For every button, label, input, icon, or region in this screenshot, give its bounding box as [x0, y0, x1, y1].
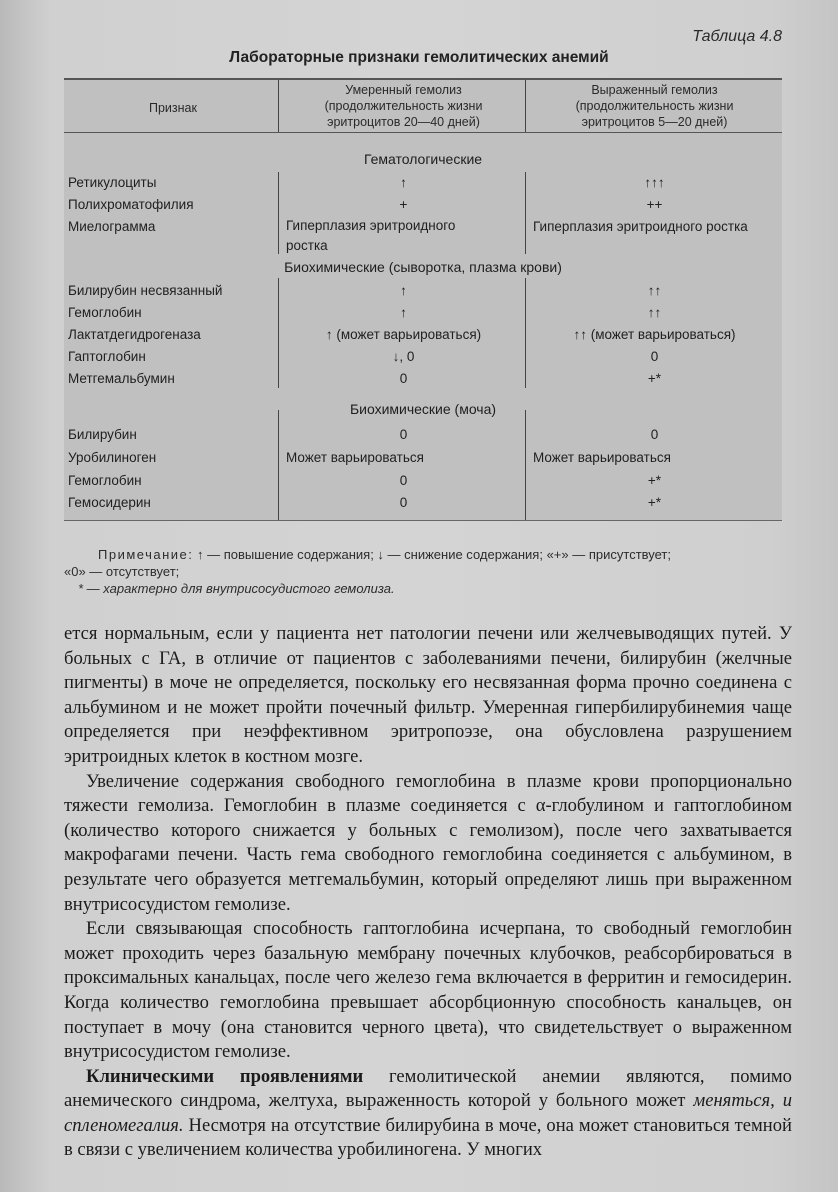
header-moderate [280, 82, 527, 130]
note-label: Примечание: [98, 547, 194, 562]
header-line: Умеренный гемолиз [345, 83, 462, 97]
row-sign: Метгемальбумин [68, 371, 175, 386]
row-moderate: ↓, 0 [392, 349, 415, 364]
note-text: ↑ — повышение содержания; ↓ — снижение содержания; «+» — присутствует; [196, 547, 671, 562]
row-severe: +* [647, 473, 662, 488]
row-severe: ↑↑ [647, 283, 662, 298]
paragraph: ется нормальным, если у пациента нет патологии печени или желчевыводящих путей. У больных с ГА, в отличие от пациентов с заболеваниями печени, билирубин (желчные пигменты) в моче не определяется, поскольку его несвязанная форма прочно соединена с альбумином и не может пройти почечный фильтр. Умеренная гипербилирубинемия чаще определяется при неэффективном эритропоэзе, она обусловлена разрушением эритроидных клеток в костном мозге. [64, 623, 792, 767]
row-sign: Лактатдегидрогеназа [68, 327, 201, 342]
row-moderate: 0 [399, 473, 408, 488]
row-moderate: 0 [399, 427, 408, 442]
section-hematology: Гематологические [363, 151, 483, 167]
row-sign: Полихроматофилия [68, 197, 194, 212]
note-line: * — характерно для внутрисосудистого гемолиза. [78, 581, 395, 596]
note-line: «0» — отсутствует; [64, 564, 180, 579]
row-moderate: ↑ [400, 175, 407, 190]
row-severe: Может варьироваться [533, 450, 671, 465]
header-line: Выраженный гемолиз [591, 83, 718, 97]
row-severe: ↑↑ (может варьироваться) [573, 327, 736, 342]
row-severe: ↑↑↑ [644, 175, 665, 190]
row-moderate: Может варьироваться [286, 450, 424, 465]
row-moderate: 0 [399, 371, 408, 386]
italic-run: меняться, и спленомегалия. [64, 1090, 792, 1136]
table-title: Лабораторные признаки гемолитических анемий [229, 49, 609, 66]
col-divider [278, 172, 279, 254]
row-sign: Гемосидерин [68, 495, 151, 510]
section-biochem-serum: Биохимические (сыворотка, плазма крови) [284, 259, 562, 275]
header-divider [64, 132, 782, 133]
text-run: гемолитической анемии являются, помимо анемического синдрома, желтуха, выраженность которой у больного может [64, 1065, 792, 1112]
header-line: эритроцитов 5—20 дней) [581, 115, 728, 129]
row-severe: ++ [646, 197, 663, 212]
row-sign: Билирубин [68, 427, 137, 442]
row-sign: Гаптоглобин [68, 349, 146, 364]
row-severe: ↑↑ [647, 305, 662, 320]
col-divider [278, 278, 279, 388]
paragraph: Увеличение содержания свободного гемоглобина в плазме крови пропорционально тяжести гемолиза. Гемоглобин в плазме соединяется с α-глобулином и гаптоглобином (количество которого снижается у больных с гемолизом), после чего захватывается макрофагами печени. Часть гема свободного гемоглобина соединяется с альбумином, в результате чего образуется метгемальбумин, который определяют лишь при выраженном внутрисосудистом гемолизе. [64, 770, 792, 915]
table-notes [64, 546, 794, 597]
row-moderate: ↑ [400, 305, 407, 320]
row-sign: Ретикулоциты [68, 175, 157, 190]
col-divider [525, 80, 526, 132]
row-severe: Гиперплазия эритроидного ростка [533, 219, 748, 234]
section-biochem-urine: Биохимические (моча) [349, 401, 497, 417]
row-moderate: ↑ [400, 283, 407, 298]
text-run: Несмотря на отсутствие билирубина в моче, она может становиться темной в связи с увеличением количества уробилиногена. У многих [64, 1114, 792, 1161]
note-line [64, 546, 794, 563]
header-line: эритроцитов 20—40 дней) [327, 115, 480, 129]
header-severe [527, 82, 782, 130]
col-divider [278, 410, 279, 520]
body-text [64, 622, 792, 1163]
row-sign: Гемоглобин [68, 305, 142, 320]
row-sign: Уробилиноген [68, 450, 157, 465]
col-divider [278, 80, 279, 132]
paragraph [64, 1065, 792, 1163]
row-sign: Гемоглобин [68, 473, 142, 488]
row-sign: Миелограмма [68, 219, 156, 234]
lab-signs-table [64, 78, 782, 521]
row-severe: +* [647, 495, 662, 510]
header-line: (продолжительность жизни [575, 99, 734, 113]
row-sign: Билирубин несвязанный [68, 283, 223, 298]
row-moderate: + [399, 197, 408, 212]
row-moderate: ↑ (может варьироваться) [325, 327, 482, 342]
table-number: Таблица 4.8 [692, 28, 782, 45]
row-severe: 0 [650, 427, 659, 442]
row-moderate: Гиперплазия эритроидного ростка [286, 218, 456, 253]
row-severe: 0 [650, 349, 659, 364]
row-moderate: 0 [399, 495, 408, 510]
header-line: (продолжительность жизни [324, 99, 483, 113]
bold-term: Клиническими проявлениями [86, 1065, 364, 1087]
paragraph: Если связывающая способность гаптоглобина исчерпана, то свободный гемоглобин может проходить через базальную мембрану почечных клубочков, реабсорбироваться в проксимальных канальцах, после чего железо гема включается в ферритин и гемосидерин. Когда количество гемоглобина превышает абсорбционную способность канальцев, он поступает в мочу (она становится черного цвета), что свидетельствует о выраженном внутрисосудистом гемолизе. [64, 918, 792, 1063]
row-severe: +* [647, 371, 662, 386]
header-sign: Признак [149, 101, 197, 115]
